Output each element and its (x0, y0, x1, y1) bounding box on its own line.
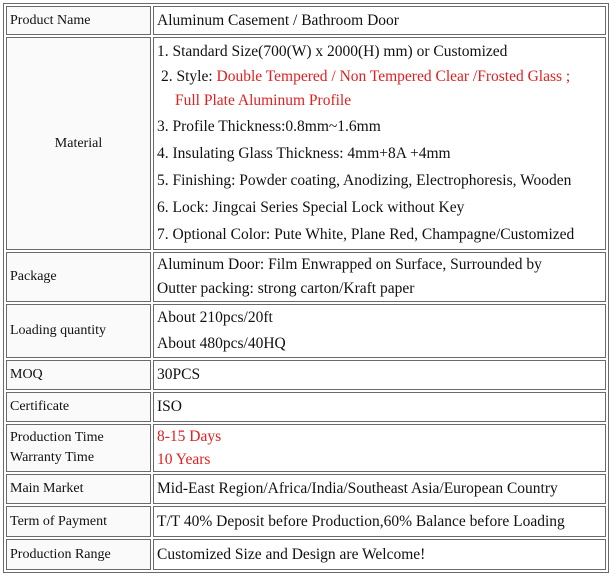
material-style-prefix: 2. Style: (161, 68, 213, 85)
label-production-time: Production Time (10, 430, 104, 445)
row-production-warranty (6, 424, 606, 472)
label-main-market: Main Market (6, 474, 151, 504)
material-size: 1. Standard Size(700(W) x 2000(H) mm) or Customized (157, 43, 508, 60)
value-warranty-time: 10 Years (157, 451, 211, 468)
label-package: Package (6, 252, 151, 302)
label-warranty-time: Warranty Time (10, 450, 95, 465)
row-term-of-payment (6, 506, 606, 537)
value-loading-quantity (153, 304, 606, 358)
row-package (6, 252, 606, 302)
value-production-range: Customized Size and Design are Welcome! (153, 539, 606, 570)
label-material: Material (6, 37, 151, 250)
material-lock: 6. Lock: Jingcai Series Special Lock without Key (157, 199, 465, 216)
value-term-of-payment: T/T 40% Deposit before Production,60% Balance before Loading (153, 506, 606, 537)
row-product-name (6, 6, 606, 35)
row-moq (6, 360, 606, 390)
label-certificate: Certificate (6, 392, 151, 422)
product-spec-table (3, 3, 609, 573)
label-moq: MOQ (6, 360, 151, 390)
material-style-value-a: Double Tempered / Non Tempered Clear /Frosted Glass ; (216, 68, 571, 85)
material-glass: 4. Insulating Glass Thickness: 4mm+8A +4mm (157, 145, 451, 162)
value-product-name: Aluminum Casement / Bathroom Door (153, 6, 606, 35)
row-production-range (6, 539, 606, 570)
label-loading-quantity: Loading quantity (6, 304, 151, 358)
package-line-2: Outter packing: strong carton/Kraft paper (157, 280, 415, 297)
material-color: 7. Optional Color: Pute White, Plane Red, Champagne/Customized (157, 226, 575, 243)
label-production-range: Production Range (6, 539, 151, 570)
package-line-1: Aluminum Door: Film Enwrapped on Surface, Surrounded by (157, 256, 542, 273)
value-certificate: ISO (153, 392, 606, 422)
material-profile: 3. Profile Thickness:0.8mm~1.6mm (157, 118, 381, 135)
row-main-market (6, 474, 606, 504)
row-loading-quantity (6, 304, 606, 358)
value-package (153, 252, 606, 302)
label-term-of-payment: Term of Payment (6, 506, 151, 537)
value-main-market: Mid-East Region/Africa/India/Southeast Asia/European Country (153, 474, 606, 504)
row-material (6, 37, 606, 250)
value-production-time: 8-15 Days (157, 428, 222, 445)
label-production-warranty (6, 424, 151, 472)
row-certificate (6, 392, 606, 422)
loading-line-2: About 480pcs/40HQ (157, 335, 286, 352)
value-production-warranty (153, 424, 606, 472)
value-moq: 30PCS (153, 360, 606, 390)
label-product-name: Product Name (6, 6, 151, 35)
material-style-value-b: Full Plate Aluminum Profile (175, 92, 352, 109)
loading-line-1: About 210pcs/20ft (157, 309, 273, 326)
value-material (153, 37, 606, 250)
material-finishing: 5. Finishing: Powder coating, Anodizing, Electrophoresis, Wooden (157, 172, 572, 189)
